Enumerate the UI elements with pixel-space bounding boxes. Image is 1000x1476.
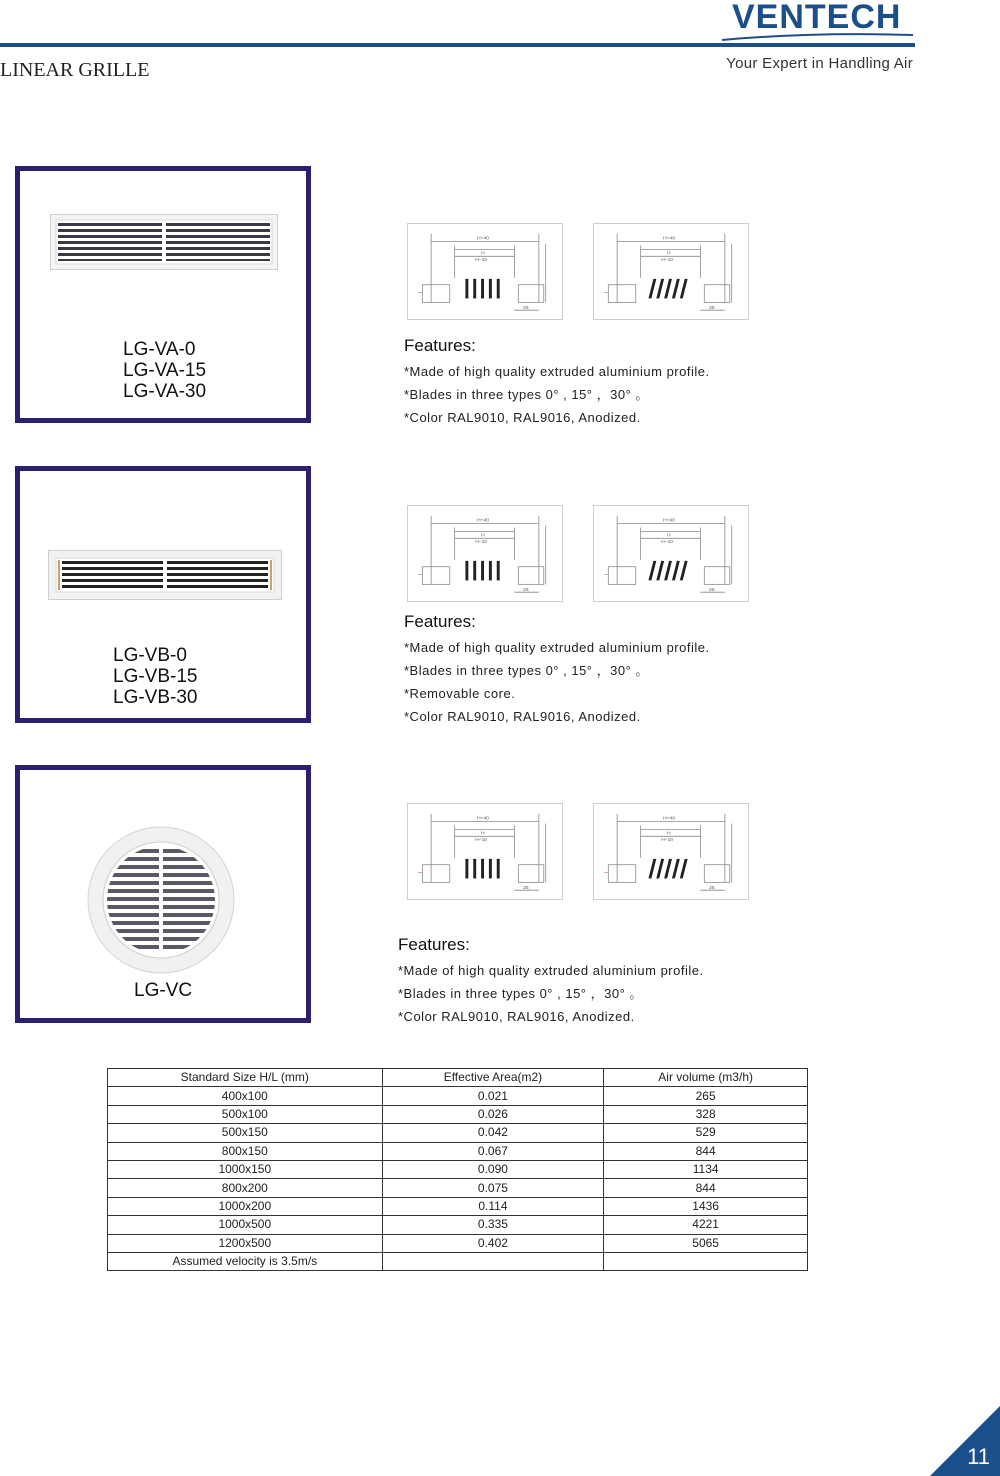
column-header: Standard Size H/L (mm): [108, 1069, 383, 1087]
dim-label: H−10: [475, 540, 488, 546]
feature-line: *Made of high quality extruded aluminium profile.: [398, 963, 704, 978]
header-rule: [0, 43, 915, 47]
features-title: Features:: [398, 935, 470, 954]
dim-label: H+40: [477, 518, 489, 524]
column-header: Air volume (m3/h): [604, 1069, 808, 1087]
feature-line: *Made of high quality extruded aluminium profile.: [404, 364, 710, 379]
table-cell: 844: [604, 1179, 808, 1197]
page-number: 11: [967, 1444, 990, 1469]
table-header-row: [108, 1069, 808, 1087]
table-row: [108, 1105, 808, 1123]
table-cell: 0.090: [382, 1160, 604, 1178]
table-cell: 800x150: [108, 1142, 383, 1160]
section-drawing-straight-blades: [407, 505, 563, 602]
dim-label: 25: [709, 886, 715, 892]
table-cell: 5065: [604, 1234, 808, 1252]
features-lg-va: [404, 336, 710, 429]
table-cell: 500x100: [108, 1105, 383, 1123]
table-row: [108, 1160, 808, 1178]
table-row: [108, 1179, 808, 1197]
table-row: [108, 1197, 808, 1215]
table-cell: 0.026: [382, 1105, 604, 1123]
model-name: LG-VB-0: [113, 645, 187, 666]
table-footer-row: [108, 1252, 808, 1270]
table-cell: 0.402: [382, 1234, 604, 1252]
dim-label: 25: [523, 306, 529, 312]
table-cell: 529: [604, 1124, 808, 1142]
dim-label: H−10: [661, 258, 674, 264]
dim-label: H: [481, 533, 485, 539]
table-row: [108, 1087, 808, 1105]
table-cell: 800x200: [108, 1179, 383, 1197]
features-title: Features:: [404, 336, 476, 355]
table-cell: 4221: [604, 1216, 808, 1234]
features-lg-vb: [404, 612, 710, 728]
spec-table: [107, 1068, 808, 1271]
table-cell: 400x100: [108, 1087, 383, 1105]
table-cell: 844: [604, 1142, 808, 1160]
table-row: [108, 1124, 808, 1142]
table-cell: 328: [604, 1105, 808, 1123]
model-name: LG-VA-30: [123, 381, 207, 402]
model-name: LG-VA-15: [123, 360, 207, 381]
dim-label: H−10: [475, 258, 488, 264]
model-name: LG-VC: [134, 980, 193, 1001]
dim-label: H+40: [663, 236, 675, 242]
table-cell: 1200x500: [108, 1234, 383, 1252]
feature-line: *Blades in three types 0° , 15° ，30° 。: [404, 663, 649, 678]
dim-label: H−10: [475, 838, 488, 844]
product-card-lg-vc: [15, 765, 311, 1023]
model-name: LG-VB-15: [113, 666, 198, 687]
column-header: Effective Area(m2): [382, 1069, 604, 1087]
table-cell: [604, 1252, 808, 1270]
section-drawing-angled-blades: [593, 223, 749, 320]
table-cell: 0.067: [382, 1142, 604, 1160]
table-cell: 0.114: [382, 1197, 604, 1215]
table-cell: 265: [604, 1087, 808, 1105]
table-cell: 1000x500: [108, 1216, 383, 1234]
feature-line: *Color RAL9010, RAL9016, Anodized.: [404, 410, 641, 425]
product-card-lg-vb: [15, 466, 311, 723]
section-drawing-straight-blades: [407, 223, 563, 320]
feature-line: *Made of high quality extruded aluminium profile.: [404, 640, 710, 655]
model-list-lg-vc: [134, 980, 192, 1001]
feature-line: *Removable core.: [404, 686, 516, 701]
features-lg-vc: [398, 935, 704, 1028]
table-row: [108, 1216, 808, 1234]
grille-photo-lg-vb: [48, 550, 282, 600]
table-cell: 0.042: [382, 1124, 604, 1142]
features-title: Features:: [404, 612, 476, 631]
brand-logo: VENTECH: [732, 0, 902, 36]
dim-label: H+40: [663, 518, 675, 524]
grille-photo-lg-vc: [86, 825, 236, 975]
grille-photo-lg-va: [50, 214, 278, 270]
table-cell: 1000x200: [108, 1197, 383, 1215]
tagline: Your Expert in Handling Air: [726, 55, 913, 72]
feature-line: *Color RAL9010, RAL9016, Anodized.: [404, 709, 641, 724]
dim-label: 25: [709, 588, 715, 594]
table-cell: 500x150: [108, 1124, 383, 1142]
model-list-lg-va: [123, 339, 206, 402]
dim-label: H: [667, 533, 671, 539]
feature-line: *Blades in three types 0° , 15° ，30° 。: [404, 387, 649, 402]
table-cell: 1134: [604, 1160, 808, 1178]
model-name: LG-VB-30: [113, 687, 198, 708]
table-cell: 0.075: [382, 1179, 604, 1197]
table-row: [108, 1234, 808, 1252]
table-cell: 0.335: [382, 1216, 604, 1234]
product-card-lg-va: [15, 166, 311, 423]
dim-label: H+40: [477, 816, 489, 822]
feature-line: *Blades in three types 0° , 15° ，30° 。: [398, 986, 643, 1001]
page-title: LINEAR GRILLE: [0, 59, 150, 81]
section-drawing-straight-blades: [407, 803, 563, 900]
dim-label: H−10: [661, 540, 674, 546]
table-cell: 1436: [604, 1197, 808, 1215]
dim-label: 25: [523, 886, 529, 892]
logo-swoosh-icon: [720, 30, 915, 44]
dim-label: H: [481, 831, 485, 837]
model-list-lg-vb: [113, 645, 197, 708]
section-drawing-angled-blades: [593, 505, 749, 602]
table-cell: 1000x150: [108, 1160, 383, 1178]
table-cell: [382, 1252, 604, 1270]
table-row: [108, 1142, 808, 1160]
table-cell: 0.021: [382, 1087, 604, 1105]
model-name: LG-VA-0: [123, 339, 196, 360]
dim-label: H+40: [477, 236, 489, 242]
dim-label: H+40: [663, 816, 675, 822]
dim-label: H: [481, 251, 485, 257]
dim-label: H−10: [661, 838, 674, 844]
table-note: Assumed velocity is 3.5m/s: [108, 1252, 383, 1270]
dim-label: H: [667, 831, 671, 837]
dim-label: 25: [523, 588, 529, 594]
section-drawing-angled-blades: [593, 803, 749, 900]
dim-label: 25: [709, 306, 715, 312]
feature-line: *Color RAL9010, RAL9016, Anodized.: [398, 1009, 635, 1024]
dim-label: H: [667, 251, 671, 257]
